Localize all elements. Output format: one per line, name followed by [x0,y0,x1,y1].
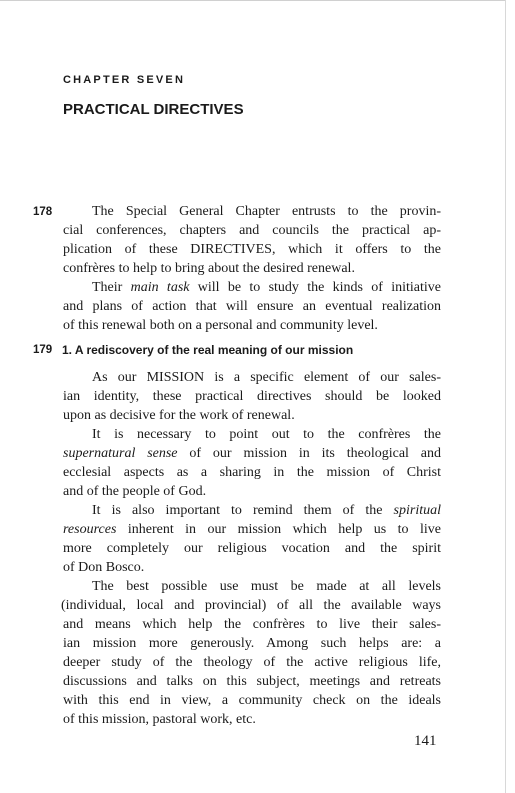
text-line: upon as decisive for the work of renewal. [63,408,295,423]
emphasis-text: resources [63,522,117,537]
text-line: with this end in view, a community check on the ideals [63,693,441,708]
text-line: discussions and talks on this subject, meetings and retreats [63,674,441,689]
page-number: 141 [414,733,437,749]
chapter-title: PRACTICAL DIRECTIVES [63,101,244,118]
text-line: supernatural sense of our mission in its theological and [63,446,441,461]
text-line: more completely our religious vocation and the spirit [63,541,441,556]
text-line: and means which help the confrères to live their sales- [63,617,441,632]
text-line: Their main task will be to study the kinds of initiative [92,280,441,295]
emphasis-text: spiritual [393,503,441,518]
text-line: deeper study of the theology of the active religious life, [63,655,441,670]
text-line: It is necessary to point out to the confrères the [92,427,441,442]
paragraph-number-179: 179 [33,344,53,356]
text-line: plication of these DIRECTIVES, which it offers to the [63,242,441,257]
text-line: of this renewal both on a personal and community level. [63,318,378,333]
text-line: cial conferences, chapters and councils the practical ap- [63,223,441,238]
emphasis-text: main task [130,280,190,295]
text-line: As our MISSION is a specific element of our sales- [92,370,441,385]
right-edge-rule [505,0,506,793]
text-line: and plans of action that will ensure an eventual realization [63,299,441,314]
text-line: ian mission more generously. Among such helps are: a [63,636,441,651]
text-line: The best possible use must be made at all levels [92,579,441,594]
text-line: ian identity, these practical directives should be looked [63,389,441,404]
emphasis-text: supernatural sense [63,446,178,461]
paragraph-number-178: 178 [33,206,53,218]
section-heading: 1. A rediscovery of the real meaning of our mission [62,343,354,357]
top-edge-rule [0,0,505,1]
text-line: (individual, local and provincial) of all the available ways [61,598,441,613]
text-line: It is also important to remind them of the spiritual [92,503,441,518]
text-line: The Special General Chapter entrusts to the provin- [92,204,441,219]
text-line: resources inherent in our mission which help us to live [63,522,441,537]
text-line: of Don Bosco. [63,560,145,575]
chapter-label: CHAPTER SEVEN [63,74,186,86]
text-line: confrères to help to bring about the desired renewal. [63,261,355,276]
text-line: ecclesial aspects as a sharing in the mission of Christ [63,465,441,480]
text-line: and of the people of God. [63,484,207,499]
text-line: of this mission, pastoral work, etc. [63,712,256,727]
